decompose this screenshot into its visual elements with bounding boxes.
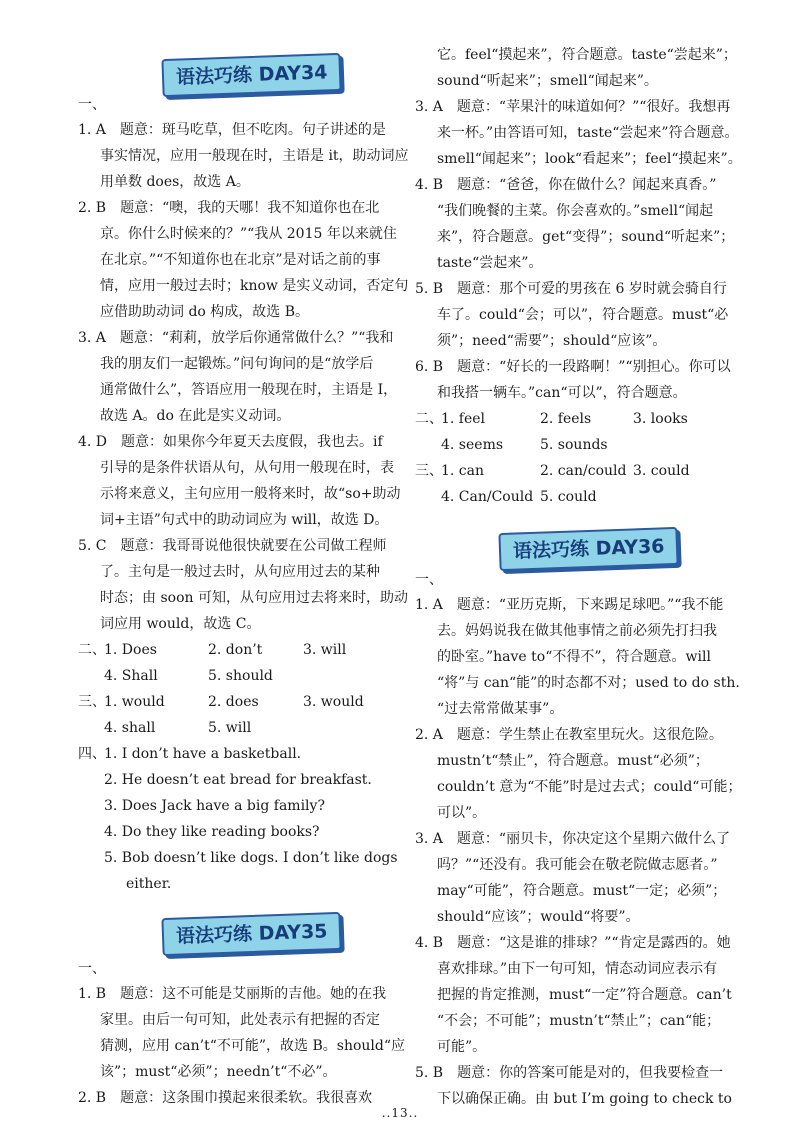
q3-line: smell“闻起来”；look“看起来”；feel“摸起来”。 bbox=[437, 151, 742, 167]
q3-line: 我的朋友们一起锻炼。”问句询问的是“放学后 bbox=[100, 356, 374, 372]
page-number: ..13.. bbox=[381, 1106, 419, 1120]
d36-q5-line: 5. B 题意：你的答案可能是对的，但我要检查一 bbox=[415, 1065, 724, 1081]
answer-item: 1. Does bbox=[104, 642, 157, 658]
q1-line: 事实情况，应用一般现在时，主语是 it，助动词应 bbox=[100, 148, 409, 164]
q1-line: 1. A 题意：斑马吃草，但不吃肉。句子讲述的是 bbox=[78, 122, 386, 138]
answer-item: 1. would bbox=[104, 694, 165, 710]
q4-line: “我们晚餐的主菜。你会喜欢的。”smell“闻起 bbox=[437, 203, 714, 219]
q3-line: 3. A 题意：“苹果汁的味道如何？”“很好。我想再 bbox=[415, 99, 731, 115]
d36-q2-line: 2. A 题意：学生禁止在教室里玩火。这很危险。 bbox=[415, 727, 723, 743]
d35-q1-line: 家里。由后一句可知，此处表示有把握的否定 bbox=[100, 1012, 380, 1028]
section-two-row bbox=[78, 663, 396, 689]
d36-q3-line: 吗？”“还没有。我可能会在敬老院做志愿者。” bbox=[437, 857, 718, 873]
d36-q4-line: 4. B 题意：“这是谁的排球？”“肯定是露西的。她 bbox=[415, 935, 731, 951]
q5-line: 了。主句是一般过去时，从句应用过去的某种 bbox=[100, 564, 380, 580]
d36-q2-line: mustn’t“禁止”，符合题意。must“必须”； bbox=[437, 753, 709, 769]
d36-q5-line: 下以确保正确。由 but I’m going to check to bbox=[437, 1091, 732, 1107]
answer-item: 2. don’t bbox=[208, 642, 263, 658]
q1-line: 用单数 does，故选 A。 bbox=[100, 174, 250, 190]
section-one-label: 一、 bbox=[415, 572, 443, 588]
answer-item: 5. sounds bbox=[540, 437, 608, 453]
q3-line: 来一杯。”由答语可知，taste“尝起来”符合题意。 bbox=[437, 125, 739, 141]
d35-q1-line: 猜测，应用 can’t“不可能”，故选 B。should“应 bbox=[100, 1038, 406, 1054]
q3-line: 故选 A。do 在此是实义动词。 bbox=[100, 408, 291, 424]
answer-item: 4. shall bbox=[104, 720, 156, 736]
sentence-item: 5. Bob doesn’t like dogs. I don’t like dogs bbox=[104, 850, 398, 866]
q4-line: taste“尝起来”。 bbox=[437, 255, 543, 271]
section-one-label: 一、 bbox=[78, 961, 106, 977]
q2-line: 应借助助动词 do 构成，故选 B。 bbox=[100, 304, 310, 320]
answer-item: 3. could bbox=[633, 463, 690, 479]
sentence-item: either. bbox=[126, 876, 172, 892]
d36-q4-line: “不会；不可能”；mustn’t“禁止”；can“能； bbox=[437, 1013, 721, 1029]
answer-item: 1. can bbox=[441, 463, 485, 479]
answer-item: 5. could bbox=[540, 489, 597, 505]
day34-banner: 语法巧练 DAY34 bbox=[161, 53, 342, 97]
section-two-row bbox=[415, 406, 727, 432]
q5-line: 5. B 题意：那个可爱的男孩在 6 岁时就会骑自行 bbox=[415, 281, 727, 297]
q2-line: 2. B 题意：“噢，我的天哪！我不知道你也在北 bbox=[78, 200, 380, 216]
continued-line: sound“听起来”；smell“闻起来”。 bbox=[437, 73, 658, 89]
q3-line: 通常做什么”，答语应用一般现在时，主语是 I， bbox=[100, 382, 398, 398]
answer-item: 2. feels bbox=[540, 411, 592, 427]
q4-line: 4. D 题意：如果你今年夏天去度假，我也去。if bbox=[78, 434, 383, 450]
answer-item: 3. looks bbox=[633, 411, 688, 427]
section-three-label: 三、 bbox=[78, 694, 106, 710]
q3-line: 3. A 题意：“莉莉，放学后你通常做什么？”“我和 bbox=[78, 330, 394, 346]
q4-line: 示将来意义，主句应用一般将来时，故“so+助动 bbox=[100, 486, 401, 502]
answer-item: 5. will bbox=[208, 720, 252, 736]
q6-line: 6. B 题意：“好长的一段路啊！”“别担心。你可以 bbox=[415, 359, 731, 375]
q4-line: 4. B 题意：“爸爸，你在做什么？闻起来真香。” bbox=[415, 177, 717, 193]
q5-line: 词应用 would，故选 C。 bbox=[100, 616, 261, 632]
sentence-item: 1. I don’t have a basketball. bbox=[104, 746, 302, 762]
answer-item: 4. Can/Could bbox=[441, 489, 534, 505]
answer-item: 2. does bbox=[208, 694, 259, 710]
section-three-row bbox=[78, 689, 396, 715]
q5-line: 车了。could“会；可以”，符合题意。must“必 bbox=[437, 307, 729, 323]
continued-line: 它。feel“摸起来”，符合题意。taste“尝起来”； bbox=[437, 47, 737, 63]
d35-q2-line: 2. B 题意：这条围巾摸起来很柔软。我很喜欢 bbox=[78, 1090, 373, 1106]
sentence-item: 2. He doesn’t eat bread for breakfast. bbox=[104, 772, 372, 788]
q5-line: 时态；由 soon 可知，从句应用过去将来时，助动 bbox=[100, 590, 408, 606]
d36-q3-line: should“应该”；would“将要”。 bbox=[437, 909, 640, 925]
q2-line: 京。你什么时候来的？”“我从 2015 年以来就住 bbox=[100, 226, 397, 242]
d35-q1-line: 该”；must“必须”；needn’t“不必”。 bbox=[100, 1064, 337, 1080]
d36-q1-line: “过去常常做某事”。 bbox=[437, 701, 564, 717]
d36-q4-line: 可能”。 bbox=[437, 1039, 487, 1055]
answer-item: 2. can/could bbox=[540, 463, 627, 479]
section-three-row bbox=[415, 458, 727, 484]
d35-q1-line: 1. B 题意：这不可能是艾丽斯的吉他。她的在我 bbox=[78, 986, 387, 1002]
q2-line: 在北京。”“不知道你也在北京”是对话之前的事 bbox=[100, 252, 381, 268]
section-three-row bbox=[415, 484, 727, 510]
q4-line: 词+主语”句式中的助动词应为 will，故选 D。 bbox=[100, 512, 389, 528]
section-two-label: 二、 bbox=[78, 642, 106, 658]
d36-q3-line: may“可能”，符合题意。must“一定；必须”； bbox=[437, 883, 727, 899]
day35-banner: 语法巧练 DAY35 bbox=[161, 912, 342, 956]
d36-q2-line: 可以”。 bbox=[437, 805, 487, 821]
q6-line: 和我搭一辆车。”can“可以”，符合题意。 bbox=[437, 385, 687, 401]
d36-q1-line: 的卧室。”have to“不得不”，符合题意。will bbox=[437, 649, 711, 665]
sentence-item: 4. Do they like reading books? bbox=[104, 824, 320, 840]
answer-item: 4. seems bbox=[441, 437, 504, 453]
sentence-item: 3. Does Jack have a big family? bbox=[104, 798, 325, 814]
d36-q1-line: “将”与 can“能”的时态都不对；used to do sth. bbox=[437, 675, 740, 691]
section-one-label: 一、 bbox=[78, 97, 106, 113]
answer-item: 5. should bbox=[208, 668, 273, 684]
answer-item: 1. feel bbox=[441, 411, 486, 427]
d36-q4-line: 把握的肯定推测，must“一定”符合题意。can’t bbox=[437, 987, 732, 1003]
section-two-row bbox=[415, 432, 727, 458]
d36-q2-line: couldn’t 意为“不能”时是过去式；could“可能； bbox=[437, 779, 742, 795]
d36-q3-line: 3. A 题意：“丽贝卡，你决定这个星期六做什么了 bbox=[415, 831, 731, 847]
q5-line: 5. C 题意：我哥哥说他很快就要在公司做工程师 bbox=[78, 538, 387, 554]
d36-q4-line: 喜欢排球。”由下一句可知，情态动词应表示有 bbox=[437, 961, 718, 977]
answer-item: 4. Shall bbox=[104, 668, 158, 684]
section-two-row bbox=[78, 637, 396, 663]
q4-line: 引导的是条件状语从句，从句用一般现在时，表 bbox=[100, 460, 394, 476]
answer-item: 3. would bbox=[303, 694, 364, 710]
q5-line: 须”；need“需要”；should“应该”。 bbox=[437, 333, 667, 349]
section-two-label: 二、 bbox=[415, 411, 443, 427]
d36-q1-line: 去。妈妈说我在做其他事情之前必须先打扫我 bbox=[437, 623, 717, 639]
q2-line: 情，应用一般过去时；know 是实义动词，否定句 bbox=[100, 278, 409, 294]
day36-banner: 语法巧练 DAY36 bbox=[498, 527, 679, 571]
answer-item: 3. will bbox=[303, 642, 347, 658]
section-three-row bbox=[78, 715, 396, 741]
d36-q1-line: 1. A 题意：“亚历克斯，下来踢足球吧。”“我不能 bbox=[415, 597, 724, 613]
section-four-label: 四、 bbox=[78, 746, 106, 762]
section-three-label: 三、 bbox=[415, 463, 443, 479]
q4-line: 来”，符合题意。get“变得”；sound“听起来”； bbox=[437, 229, 735, 245]
